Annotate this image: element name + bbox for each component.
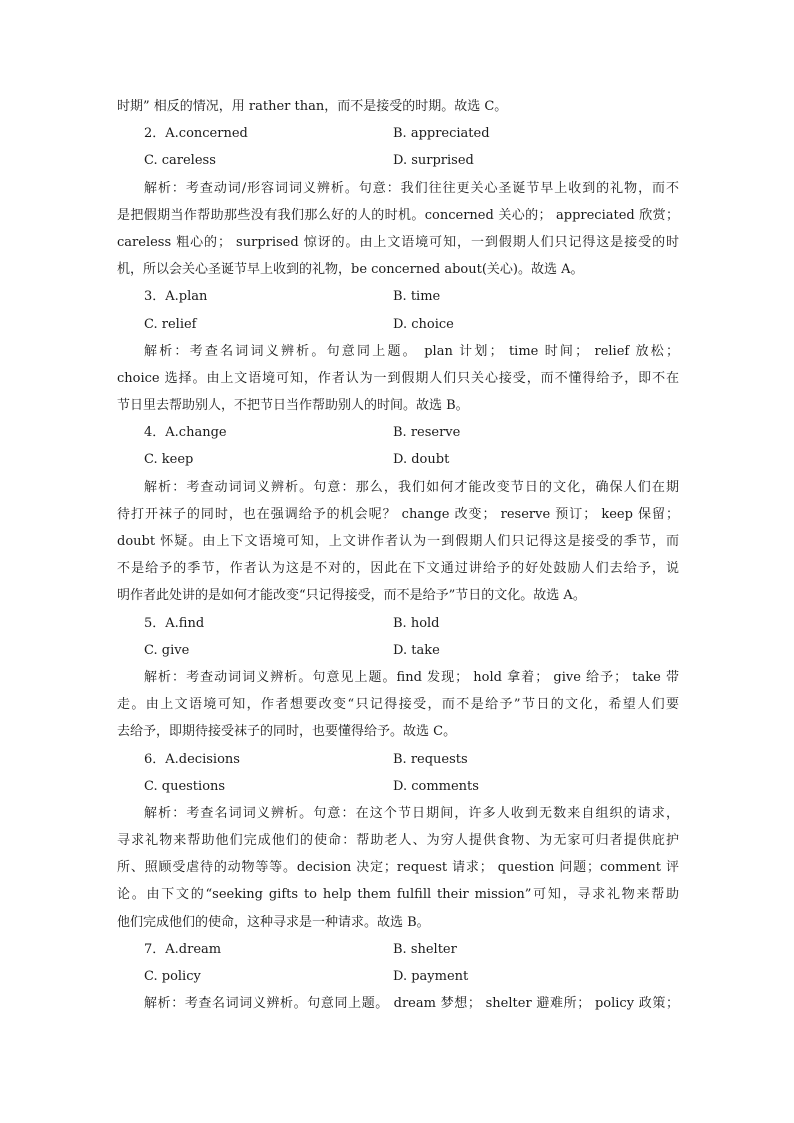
document-page xyxy=(117,93,679,1017)
option-left: 4．A.change xyxy=(144,425,227,441)
option-left: 6．A.decisions xyxy=(144,751,240,767)
explanation-line: 解析：考查名词词义辨析。句意同上题。 plan 计划； time 时间； relief 放松； xyxy=(144,343,679,359)
option-row xyxy=(117,963,679,990)
option-row xyxy=(117,419,679,446)
option-right: B. hold xyxy=(393,615,440,631)
option-left: 2．A.concerned xyxy=(144,126,248,142)
text-line: choice 选择。由上文语境可知，作者认为一到假期人们只关心接受，而不懂得给予，即不在 xyxy=(117,370,679,386)
option-row xyxy=(117,773,679,800)
text-line: 待打开袜子的同时，也在强调给予的机会呢？ change 改变； reserve 预订； keep 保留； xyxy=(117,506,679,522)
option-left: C. keep xyxy=(144,452,194,468)
text-line: 时期” 相反的情况，用 rather than，而不是接受的时期。故选 C。 xyxy=(117,99,508,114)
option-right: D. choice xyxy=(393,316,454,332)
text-line: doubt 怀疑。由上下文语境可知，上文讲作者认为一到假期人们只记得这是接受的季节，而 xyxy=(117,534,679,549)
option-row xyxy=(117,283,679,310)
explanation-line: 解析：考查动词/形容词词义辨析。句意：我们往往更关心圣诞节早上收到的礼物，而不 xyxy=(144,180,679,196)
text-line: 去给予，即期待接受袜子的同时，也要懂得给予。故选 C。 xyxy=(117,724,457,740)
text-line: 节日里去帮助别人，不把节日当作帮助别人的时间。故选 B。 xyxy=(117,398,469,414)
option-right: D. payment xyxy=(393,969,469,984)
option-left: C. careless xyxy=(144,153,216,169)
option-left: C. relief xyxy=(144,316,197,332)
option-right: B. reserve xyxy=(393,425,461,441)
option-row xyxy=(117,610,679,637)
text-line: 论。由下文的“seeking gifts to help them fulfill their mission”可知，寻求礼物来帮助 xyxy=(117,887,679,903)
explanation-line: 解析：考查动词词义辨析。句意：那么，我们如何才能改变节日的文化，确保人们在期 xyxy=(144,479,679,495)
explanation-line: 解析：考查名词词义辨析。句意同上题。 dream 梦想； shelter 避难所； policy 政策； xyxy=(144,996,679,1012)
option-row xyxy=(117,936,679,963)
explanation-line: 解析：考查动词词义辨析。句意见上题。find 发现； hold 拿着； give 给予； take 带 xyxy=(144,669,679,685)
option-right: B. shelter xyxy=(393,941,457,957)
option-row xyxy=(117,746,679,773)
option-row xyxy=(117,120,679,147)
option-left: C. policy xyxy=(144,969,201,984)
option-right: D. doubt xyxy=(393,452,450,468)
option-right: D. surprised xyxy=(393,153,474,169)
text-line: 所、照顾受虐待的动物等等。decision 决定；request 请求； question 问题；comment 评 xyxy=(117,860,679,876)
option-right: D. comments xyxy=(393,778,479,794)
option-left: C. give xyxy=(144,642,190,658)
text-line: 明作者此处讲的是如何才能改变“只记得接受，而不是给予”节日的文化。故选 A。 xyxy=(117,588,586,604)
option-right: D. take xyxy=(393,642,440,658)
option-left: 7．A.dream xyxy=(144,941,222,957)
text-line: 是把假期当作帮助那些没有我们那么好的人的时机。concerned 关心的； appreciated 欣赏； xyxy=(117,207,679,223)
text-line: 机，所以会关心圣诞节早上收到的礼物，be concerned about(关心)。故选 A。 xyxy=(117,262,584,278)
text-line: 不是给予的季节，作者认为这是不对的，因此在下文通过讲给予的好处鼓励人们去给予，说 xyxy=(117,561,679,577)
option-row xyxy=(117,311,679,338)
option-right: B. time xyxy=(393,289,441,305)
option-right: B. appreciated xyxy=(393,126,490,142)
text-line: careless 粗心的； surprised 惊讶的。由上文语境可知，一到假期人们只记得这是接受的时 xyxy=(117,234,679,250)
explanation-line: 解析：考查名词词义辨析。句意：在这个节日期间，许多人收到无数来自组织的请求， xyxy=(144,805,679,821)
option-row xyxy=(117,637,679,664)
text-line: 走。由上文语境可知，作者想要改变“只记得接受，而不是给予”节日的文化，希望人们要 xyxy=(117,697,679,713)
option-right: B. requests xyxy=(393,751,468,767)
option-left: C. questions xyxy=(144,778,226,794)
text-line: 寻求礼物来帮助他们完成他们的使命：帮助老人、为穷人提供食物、为无家可归者提供庇护 xyxy=(117,833,679,849)
option-row xyxy=(117,147,679,174)
option-left: 3．A.plan xyxy=(144,289,208,305)
option-left: 5．A.find xyxy=(144,615,205,631)
text-line: 他们完成他们的使命，这种寻求是一种请求。故选 B。 xyxy=(117,914,430,930)
option-row xyxy=(117,446,679,473)
